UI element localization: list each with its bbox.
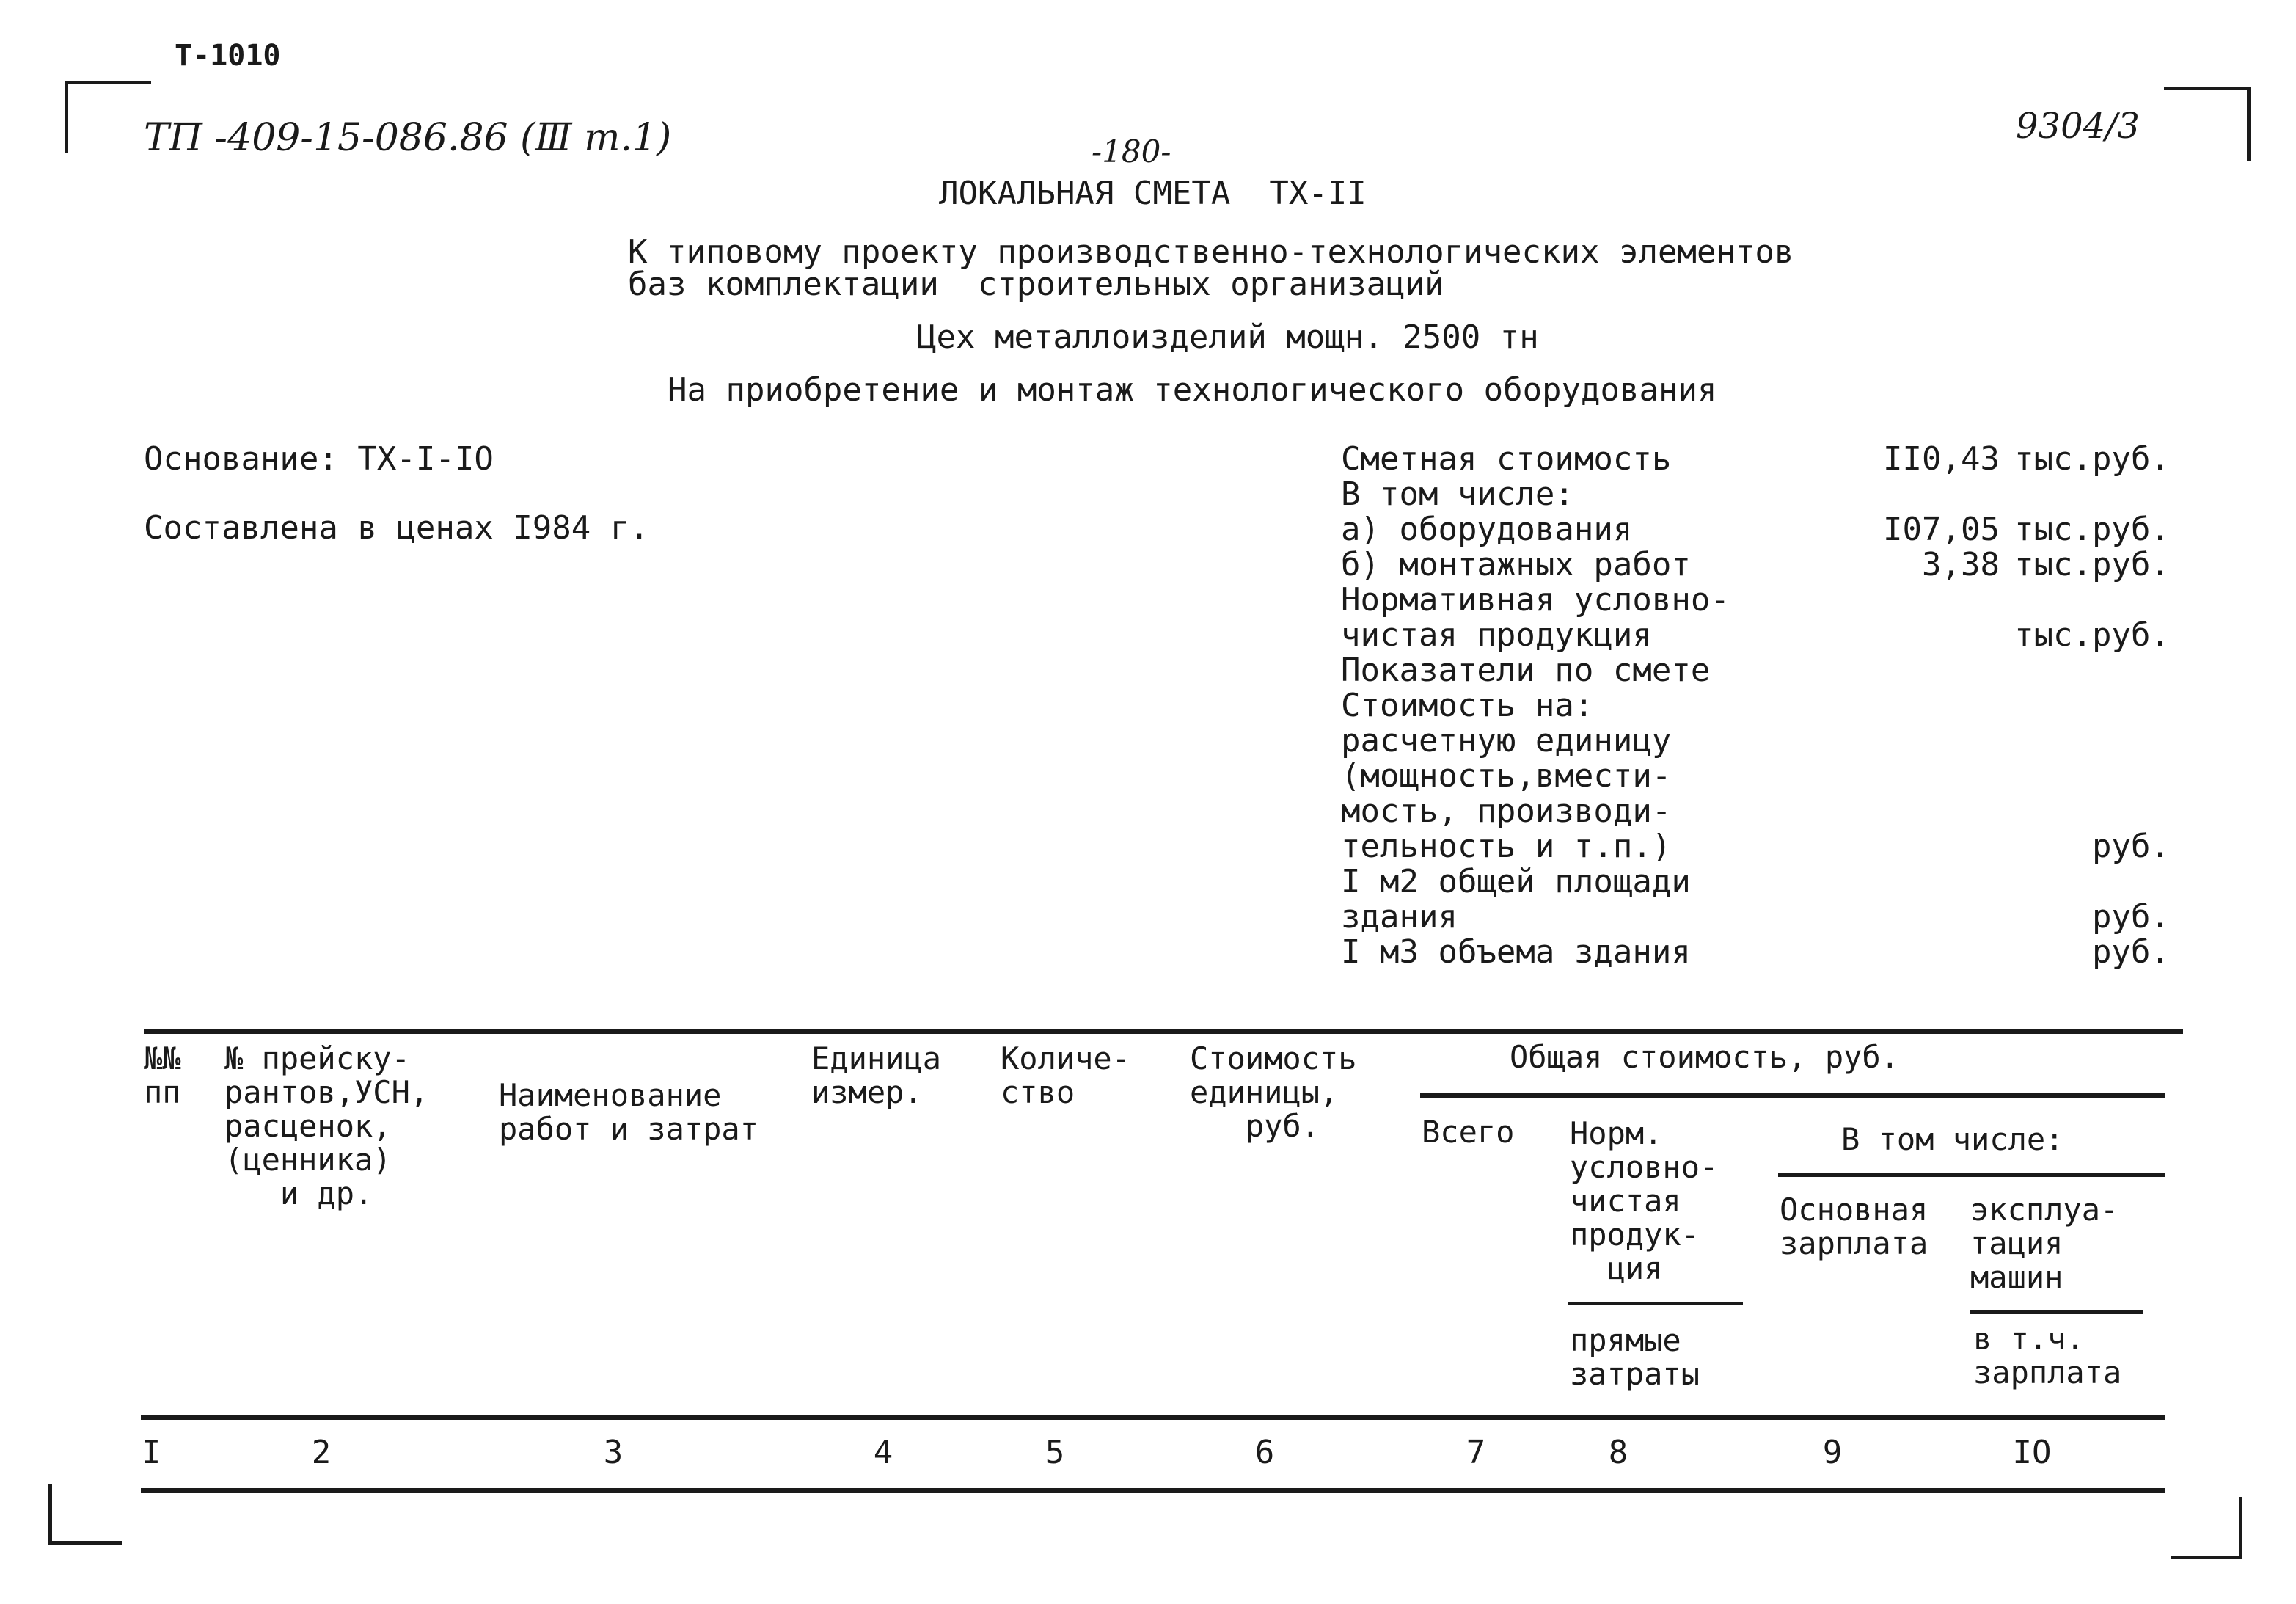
corner-mark-top-right-v (2247, 87, 2251, 161)
summary-label: Стоимость на: (1341, 687, 1594, 724)
corner-mark-bottom-right-h (2171, 1556, 2242, 1559)
net-product-rule (1568, 1302, 1743, 1305)
summary-label: I м2 общей площади (1341, 863, 1691, 900)
corner-mark-top-right-h (2164, 87, 2251, 90)
summary-unit: руб. (2092, 898, 2170, 936)
summary-label: чистая продукция (1341, 616, 1652, 654)
subtitle-line-3: Цех металлоизделий мощн. 2500 тн (917, 318, 1539, 356)
summary-row (1341, 757, 2170, 795)
summary-label: мость, производи- (1341, 792, 1672, 830)
summary-label: I м3 объема здания (1341, 933, 1691, 971)
summary-row (1341, 687, 2170, 725)
summary-unit: тыс.руб. (2014, 511, 2170, 548)
corner-mark-bottom-left-v (48, 1484, 52, 1544)
summary-row (1341, 933, 2170, 971)
column-numbers-top-rule (141, 1415, 2165, 1420)
machine-operation-rule (1970, 1310, 2143, 1314)
summary-row (1341, 511, 2170, 549)
summary-label: Показатели по смете (1341, 652, 1711, 689)
summary-row (1341, 792, 2170, 831)
col-header-unit-cost: Стоимость единицы, руб. (1190, 1040, 1357, 1144)
column-number: I (141, 1434, 161, 1471)
summary-label: б) монтажных работ (1341, 546, 1691, 583)
subtitle-line-1: К типовому проекту производственно-технологических элементов (628, 233, 1794, 271)
sheet-ref: 9304/3 (2016, 106, 2140, 147)
col-header-base-salary: Основная зарплата (1780, 1192, 1928, 1261)
basis: Основание: ТХ-I-IO (144, 440, 494, 478)
summary-value: I07,05 (1883, 511, 2000, 548)
col-header-row-number: №№ пп (144, 1040, 181, 1110)
column-number: 8 (1608, 1434, 1628, 1471)
col-header-price-list: № прейску- рантов,УСН, расценок, (ценника) и др. (224, 1040, 429, 1211)
column-number: 5 (1045, 1434, 1065, 1471)
summary-label: а) оборудования (1341, 511, 1633, 548)
total-group-rule (1420, 1093, 2165, 1098)
column-number: 3 (603, 1434, 624, 1471)
col-header-work-name: Наименование работ и затрат (499, 1077, 759, 1147)
page-title: ЛОКАЛЬНАЯ СМЕТА ТХ-II (939, 175, 1367, 212)
summary-row (1341, 440, 2170, 478)
col-header-quantity: Количе- ство (1001, 1040, 1131, 1110)
summary-unit: тыс.руб. (2014, 546, 2170, 583)
column-number: IO (2012, 1434, 2052, 1471)
col-header-incl-salary: в т.ч. зарплата (1973, 1321, 2122, 1390)
including-group-rule (1778, 1173, 2165, 1177)
summary-label: Сметная стоимость (1341, 440, 1672, 478)
summary-value: 3,38 (1922, 546, 2000, 583)
summary-row (1341, 722, 2170, 760)
summary-row (1341, 475, 2170, 514)
column-number: 7 (1466, 1434, 1486, 1471)
column-number: 4 (873, 1434, 893, 1471)
corner-mark-bottom-right-v (2239, 1497, 2242, 1559)
summary-row (1341, 616, 2170, 655)
subtitle-line-4: На приобретение и монтаж технологического оборудования (668, 371, 1717, 409)
column-number: 2 (311, 1434, 332, 1471)
summary-label: Нормативная условно- (1341, 581, 1730, 619)
subtitle-line-2: баз комплектации строительных организаций (628, 266, 1444, 303)
project-code: ТП -409-15-086.86 (Ⅲ т.1) (144, 116, 672, 160)
col-header-unit: Единица измер. (811, 1040, 942, 1110)
summary-unit: тыс.руб. (2014, 616, 2170, 654)
summary-label: (мощность,вмести- (1341, 757, 1672, 795)
col-header-net-product: Норм. условно- чистая продук- ция (1570, 1115, 1719, 1286)
summary-value: II0,43 (1883, 440, 2000, 478)
corner-mark-top-left-h (65, 81, 151, 84)
summary-row (1341, 546, 2170, 584)
summary-unit: руб. (2092, 933, 2170, 971)
col-group-including: В том числе: (1841, 1121, 2064, 1157)
summary-label: тельность и т.п.) (1341, 828, 1672, 865)
summary-unit: тыс.руб. (2014, 440, 2170, 478)
summary-label: расчетную единицу (1341, 722, 1672, 759)
summary-label: В том числе: (1341, 475, 1574, 513)
summary-row (1341, 898, 2170, 936)
summary-unit: руб. (2092, 828, 2170, 865)
col-header-total: Всего (1422, 1114, 1515, 1150)
corner-mark-top-left-v (65, 81, 68, 153)
summary-row (1341, 581, 2170, 619)
summary-row (1341, 863, 2170, 901)
col-header-direct-costs: прямые затраты (1570, 1322, 1700, 1392)
column-number: 6 (1254, 1434, 1275, 1471)
col-header-machine-operation: эксплуа- тация машин (1970, 1192, 2119, 1295)
summary-label: здания (1341, 898, 1458, 936)
page-number: -180- (1092, 134, 1171, 169)
corner-mark-bottom-left-h (48, 1541, 122, 1545)
price-basis: Составлена в ценах I984 г. (144, 509, 649, 547)
table-top-rule (144, 1029, 2183, 1034)
col-group-total-cost: Общая стоимость, руб. (1510, 1039, 1900, 1075)
column-numbers-bottom-rule (141, 1488, 2165, 1493)
summary-row (1341, 652, 2170, 690)
stamp: Т-1010 (175, 39, 281, 73)
summary-row (1341, 828, 2170, 866)
column-number: 9 (1822, 1434, 1843, 1471)
